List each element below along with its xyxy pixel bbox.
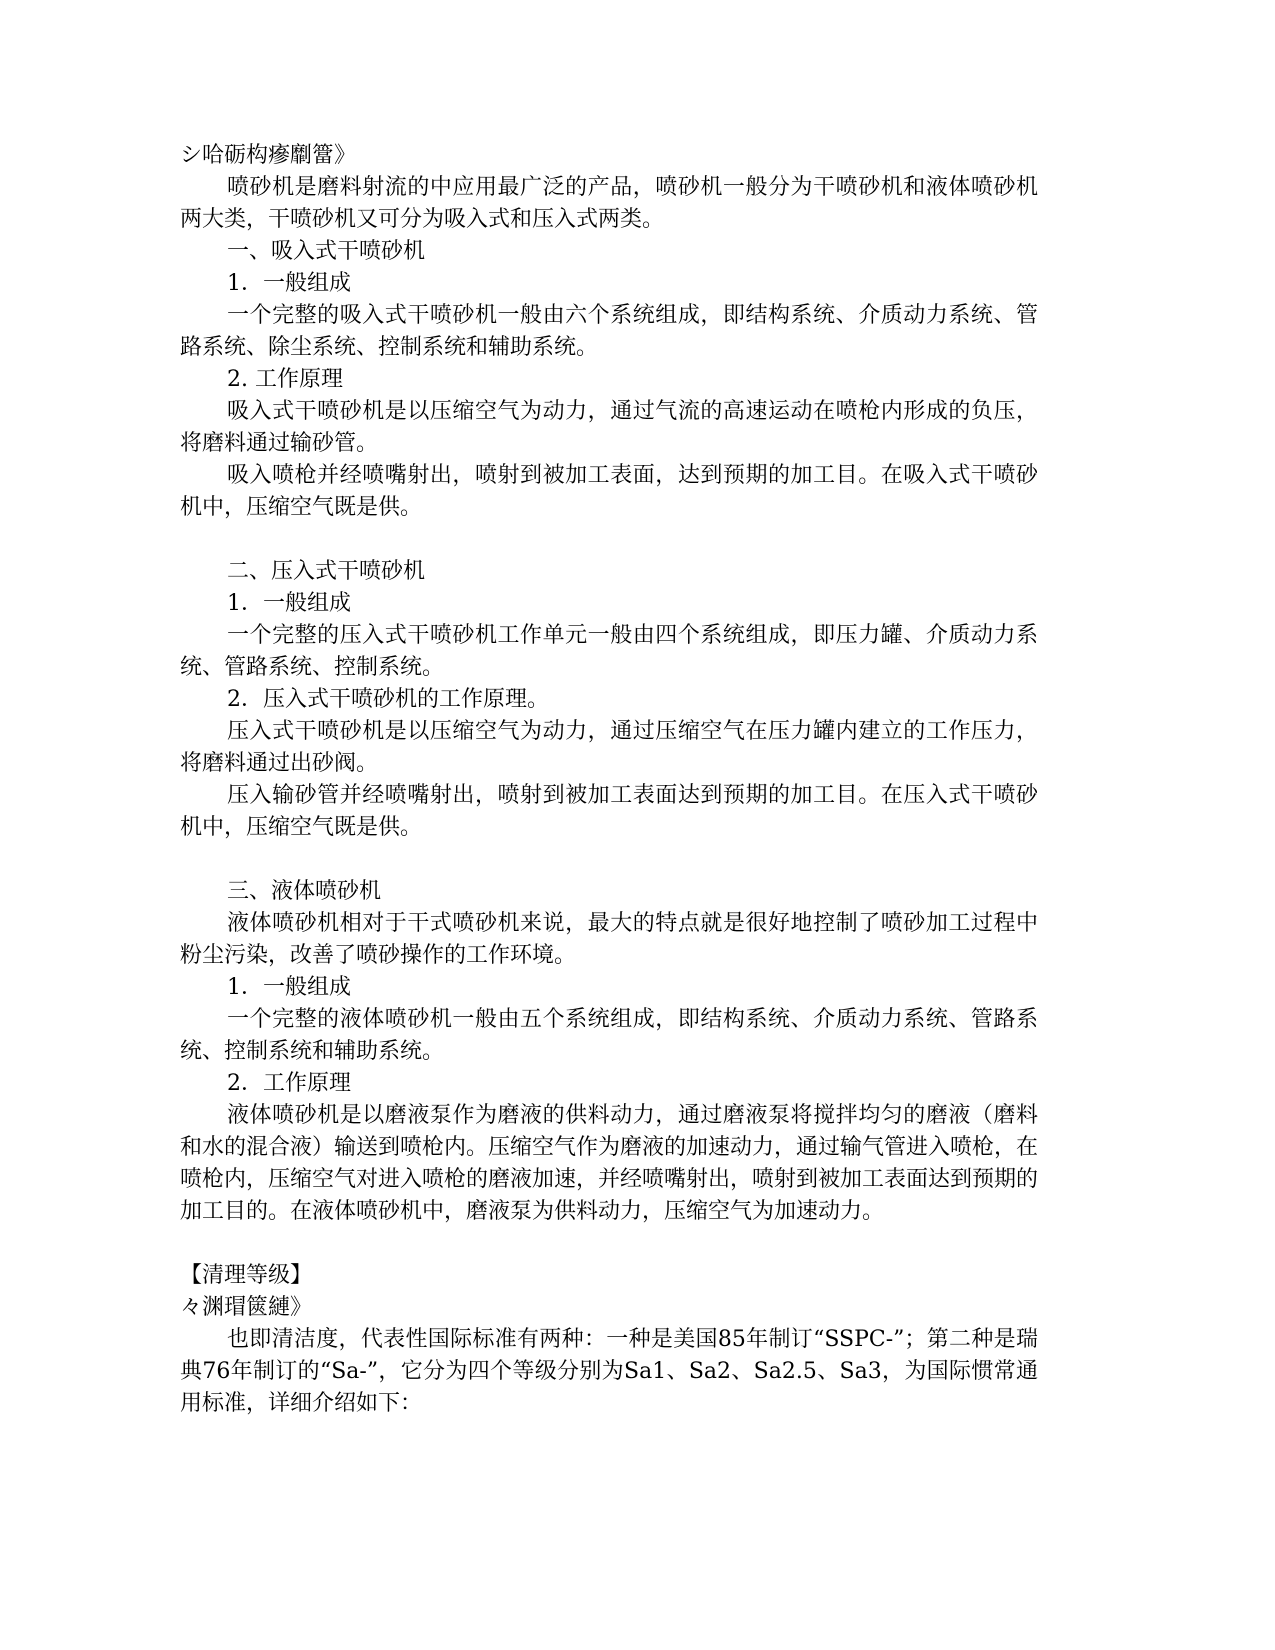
paragraph: 一个完整的压入式干喷砂机工作单元一般由四个系统组成，即压力罐、介质动力系统、管路系统、控制系统。 <box>180 623 1038 680</box>
paragraph: 吸入喷枪并经喷嘴射出，喷射到被加工表面，达到预期的加工目。在吸入式干喷砂机中，压缩空气既是供。 <box>180 463 1038 520</box>
subheading-composition: 1．一般组成 <box>227 591 351 616</box>
subheading-composition: 1．一般组成 <box>227 975 351 1000</box>
paragraph: 一个完整的液体喷砂机一般由五个系统组成，即结构系统、介质动力系统、管路系统、控制系统和辅助系统。 <box>180 1007 1038 1064</box>
subheading-principle: 2. 工作原理 <box>227 367 343 392</box>
spacer <box>180 844 1038 876</box>
paragraph: 液体喷砂机是以磨液泵作为磨液的供料动力，通过磨液泵将搅拌均匀的磨液（磨料和水的混合液）输送到喷枪内。压缩空气作为磨液的加速动力，通过输气管进入喷枪，在喷枪内，压缩空气对进入喷枪的磨液加速，并经喷嘴射出，喷射到被加工表面达到预期的加工目的。在液体喷砂机中，磨液泵为供料动力，压缩空气为加速动力。 <box>180 1103 1039 1224</box>
section-title-pressure: 二、压入式干喷砂机 <box>227 559 426 584</box>
paragraph: 液体喷砂机相对于干式喷砂机来说，最大的特点就是很好地控制了喷砂加工过程中粉尘污染，改善了喷砂操作的工作环境。 <box>180 911 1038 968</box>
subheading-composition: 1．一般组成 <box>227 271 351 296</box>
intro-paragraph: 喷砂机是磨料射流的中应用最广泛的产品，喷砂机一般分为干喷砂机和液体喷砂机两大类，干喷砂机又可分为吸入式和压入式两类。 <box>180 175 1038 232</box>
paragraph: 压入输砂管并经喷嘴射出，喷射到被加工表面达到预期的加工目。在压入式干喷砂机中，压缩空气既是供。 <box>180 783 1038 840</box>
spacer <box>180 1228 1038 1260</box>
subheading-principle: 2．工作原理 <box>227 1071 351 1096</box>
section-heading-cleaning-grade: 【清理等级】 <box>180 1263 313 1288</box>
paragraph: 压入式干喷砂机是以压缩空气为动力，通过压缩空气在压力罐内建立的工作压力，将磨料通过出砂阀。 <box>180 719 1038 776</box>
paragraph: 一个完整的吸入式干喷砂机一般由六个系统组成，即结构系统、介质动力系统、管路系统、除尘系统、控制系统和辅助系统。 <box>180 303 1038 360</box>
paragraph: 也即清洁度，代表性国际标准有两种：一种是美国85年制订“SSPC-”；第二种是瑞典76年制订的“Sa-”，它分为四个等级分别为Sa1、Sa2、Sa2.5、Sa3，为国际惯常通用标准，详细介绍如下： <box>180 1327 1038 1416</box>
section-title-suction: 一、吸入式干喷砂机 <box>227 239 426 264</box>
garbled-heading: 々渊瑁篋縺》 <box>180 1295 313 1320</box>
spacer <box>180 524 1038 556</box>
subheading-principle: 2．压入式干喷砂机的工作原理。 <box>227 687 549 712</box>
section-title-liquid: 三、液体喷砂机 <box>227 879 382 904</box>
paragraph: 吸入式干喷砂机是以压缩空气为动力，通过气流的高速运动在喷枪内形成的负压，将磨料通过输砂管。 <box>180 399 1038 456</box>
garbled-heading: シ哈砺构瘮劘簹》 <box>180 143 357 168</box>
document-page <box>180 140 1038 1420</box>
